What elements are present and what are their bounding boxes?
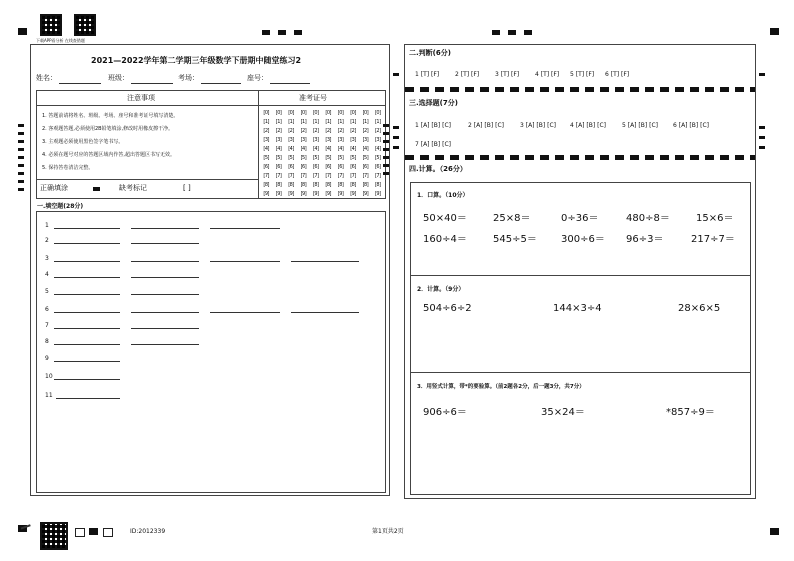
answer-blank[interactable]	[131, 243, 199, 244]
exam-id-digit-option[interactable]: [5]	[288, 155, 294, 161]
exam-id-digit-option[interactable]: [3]	[374, 137, 381, 143]
top-mark	[524, 30, 532, 35]
answer-blank[interactable]	[54, 261, 120, 262]
timing-mark	[393, 146, 399, 149]
answer-blank[interactable]	[56, 398, 120, 399]
exam-id-digit-option[interactable]: [4]	[275, 146, 282, 152]
exam-id-digit-option[interactable]: [6]	[312, 164, 319, 170]
seat-field[interactable]	[270, 83, 310, 84]
footer-box	[75, 528, 85, 537]
q-number: 1	[45, 222, 49, 229]
vertical-calc-question: *857÷9＝	[666, 407, 715, 418]
timing-mark	[759, 146, 765, 149]
note-item: 4. 必须在题号对应的答题区域内作答,超出答题区书写无效。	[42, 152, 175, 158]
exam-id-digit-option[interactable]: [5]	[362, 155, 369, 161]
page-title: 2021—2022学年第二学期三年级数学下册期中随堂练习2	[91, 56, 302, 65]
q-number: 2	[45, 237, 49, 244]
answer-blank[interactable]	[131, 277, 199, 278]
answer-blank[interactable]	[291, 261, 359, 262]
exam-id-digit-option[interactable]: [0]	[275, 110, 282, 116]
oral-question: 15×6＝	[696, 213, 734, 224]
choice-option[interactable]: 6 [A] [B] [C]	[673, 122, 709, 129]
answer-blank[interactable]	[54, 328, 120, 329]
corner-mark-tl	[18, 28, 27, 35]
calc-question: 504÷6÷2	[423, 303, 472, 314]
exam-id-digit-option[interactable]: [4]	[337, 146, 344, 152]
q-number: 4	[45, 271, 49, 278]
answer-blank[interactable]	[54, 379, 120, 380]
exam-id-digit-option[interactable]: [7]	[325, 173, 331, 179]
answer-blank[interactable]	[131, 228, 199, 229]
exam-id-digit-option[interactable]: [7]	[288, 173, 294, 179]
exam-id-digit-option[interactable]: [6]	[288, 164, 294, 170]
exam-id-digit-option[interactable]: [3]	[325, 137, 331, 143]
exam-id-digit-option[interactable]: [2]	[288, 128, 294, 134]
exam-id-digit-option[interactable]: [0]	[312, 110, 319, 116]
subsection-divider	[411, 372, 750, 373]
exam-id-digit-option[interactable]: [4]	[350, 146, 356, 152]
exam-id-digit-option[interactable]: [0]	[337, 110, 344, 116]
q3-title: 3．用竖式计算，带*的要验算。（前2题各2分，后一题3分，共7分）	[417, 384, 585, 390]
exam-id-digit-option[interactable]: [2]	[275, 128, 282, 134]
exam-id-digit-option[interactable]: [2]	[263, 128, 269, 134]
exam-id-digit-option[interactable]: [1]	[275, 119, 282, 125]
exam-id-digit-option[interactable]: [0]	[374, 110, 381, 116]
section4-box	[410, 182, 751, 495]
exam-id-digit-option[interactable]: [3]	[312, 137, 319, 143]
calc-question: 144×3÷4	[553, 303, 602, 314]
corner-mark-br	[770, 528, 779, 535]
notes-divider	[258, 91, 259, 198]
exam-id-digit-option[interactable]: [2]	[374, 128, 381, 134]
exam-id-digit-option[interactable]: [4]	[312, 146, 319, 152]
note-item: 5. 保持答卷清洁完整。	[42, 165, 94, 171]
q-number: 3	[45, 255, 49, 262]
answer-blank[interactable]	[54, 277, 120, 278]
timing-mark	[759, 136, 765, 139]
exam-id-digit-option[interactable]: [8]	[350, 182, 356, 188]
absent-checkbox[interactable]: [ ]	[183, 184, 191, 192]
exam-id-digit-option[interactable]: [1]	[263, 119, 269, 125]
q-number: 6	[45, 306, 49, 313]
exam-id-digit-option[interactable]: [6]	[300, 164, 307, 170]
fill-rule	[37, 179, 258, 180]
exam-id-digit-option[interactable]: [0]	[263, 110, 269, 116]
exam-id-digit-option[interactable]: [5]	[374, 155, 381, 161]
note-item: 2. 客观题答题,必须使用2B铅笔填涂,修改时用橡皮擦干净。	[42, 126, 174, 132]
timing-mark	[383, 140, 389, 143]
oral-question: 25×8＝	[493, 213, 531, 224]
exam-id-digit-option[interactable]: [5]	[263, 155, 269, 161]
timing-mark	[18, 156, 24, 159]
notes-heading: 注意事项	[127, 94, 155, 102]
vertical-calc-question: 906÷6＝	[423, 407, 467, 418]
note-item: 3. 主观题必须使用黑色签字笔书写。	[42, 139, 124, 145]
exam-id-digit-option[interactable]: [0]	[362, 110, 369, 116]
exam-id-digit-option[interactable]: [1]	[362, 119, 369, 125]
timing-mark	[383, 164, 389, 167]
left-answer-panel	[30, 44, 390, 496]
section3-title: 三.选择题(7分)	[409, 99, 458, 107]
exam-id-digit-option[interactable]: [8]	[325, 182, 331, 188]
exam-id-digit-option[interactable]: [0]	[325, 110, 331, 116]
exam-id-digit-option[interactable]: [1]	[300, 119, 307, 125]
judge-option[interactable]: 3 [T] [F]	[495, 71, 520, 78]
answer-blank[interactable]	[210, 261, 280, 262]
exam-id-digit-option[interactable]: [2]	[337, 128, 344, 134]
exam-id-digit-option[interactable]: [8]	[275, 182, 282, 188]
seat-label: 座号：	[247, 74, 268, 82]
name-label: 姓名：	[36, 74, 57, 82]
qr-caption: 下载APP看分析 在线查错题	[36, 38, 85, 43]
exam-id-digit-option[interactable]: [3]	[275, 137, 282, 143]
timing-mark	[18, 148, 24, 151]
choice-option[interactable]: 5 [A] [B] [C]	[622, 122, 658, 129]
exam-id-digit-option[interactable]: [5]	[325, 155, 331, 161]
exam-id-digit-option[interactable]: [8]	[312, 182, 319, 188]
filled-mark-sample	[93, 187, 100, 191]
exam-id-digit-option[interactable]: [1]	[288, 119, 294, 125]
answer-blank[interactable]	[54, 344, 120, 345]
corner-mark-tr	[770, 28, 779, 35]
judge-option[interactable]: 2 [T] [F]	[455, 71, 480, 78]
q-number: 5	[45, 288, 49, 295]
q-number: 8	[45, 338, 49, 345]
exam-id-digit-option[interactable]: [9]	[263, 191, 269, 197]
page-number: 第1页共2页	[372, 528, 404, 535]
top-mark	[492, 30, 500, 35]
exam-id-digit-option[interactable]: [7]	[263, 173, 269, 179]
section-separator	[405, 87, 755, 92]
right-answer-panel	[404, 44, 756, 499]
exam-id-digit-option[interactable]: [0]	[350, 110, 356, 116]
judge-option[interactable]: 6 [T] [F]	[605, 71, 630, 78]
timing-mark	[383, 132, 389, 135]
timing-mark	[383, 124, 389, 127]
answer-blank[interactable]	[54, 312, 120, 313]
q-number: 7	[45, 322, 49, 329]
qr-code-icon	[40, 522, 68, 550]
exam-id-digit-option[interactable]: [9]	[337, 191, 344, 197]
oral-question: 96÷3＝	[626, 234, 664, 245]
top-mark	[262, 30, 270, 35]
answer-blank[interactable]	[54, 228, 120, 229]
oral-question: 300÷6＝	[561, 234, 605, 245]
answer-blank[interactable]	[131, 328, 199, 329]
timing-mark	[383, 172, 389, 175]
exam-id-digit-option[interactable]: [4]	[325, 146, 331, 152]
exam-id-digit-option[interactable]: [3]	[263, 137, 269, 143]
oral-question: 160÷4＝	[423, 234, 467, 245]
exam-id-digit-option[interactable]: [2]	[312, 128, 319, 134]
timing-mark	[18, 188, 24, 191]
judge-option[interactable]: 1 [T] [F]	[415, 71, 440, 78]
note-item: 1. 答题前请将姓名、班级、考场、座号和准考证号填写清楚。	[42, 113, 179, 119]
exam-id-digit-option[interactable]: [1]	[312, 119, 319, 125]
oral-question: 0÷36＝	[561, 213, 599, 224]
oral-question: 217÷7＝	[691, 234, 735, 245]
top-mark	[294, 30, 302, 35]
name-field[interactable]	[59, 83, 101, 84]
exam-id-digit-option[interactable]: [8]	[263, 182, 269, 188]
timing-mark	[18, 164, 24, 167]
footer-box	[103, 528, 113, 537]
choice-option[interactable]: 7 [A] [B] [C]	[415, 141, 451, 148]
class-field[interactable]	[131, 83, 173, 84]
exam-id-digit-option[interactable]: [2]	[362, 128, 369, 134]
timing-mark	[393, 136, 399, 139]
oral-question: 480÷8＝	[626, 213, 670, 224]
answer-blank[interactable]	[210, 312, 280, 313]
exam-id-digit-option[interactable]: [9]	[350, 191, 356, 197]
exam-id-digit-option[interactable]: [6]	[263, 164, 269, 170]
vertical-calc-question: 35×24＝	[541, 407, 585, 418]
subsection-divider	[411, 275, 750, 276]
exam-id-digit-option[interactable]: [5]	[275, 155, 282, 161]
room-field[interactable]	[201, 83, 241, 84]
exam-id-digit-option[interactable]: [1]	[337, 119, 344, 125]
exam-id-digit-option[interactable]: [7]	[300, 173, 307, 179]
exam-id-digit-option[interactable]: [6]	[350, 164, 356, 170]
exam-id-digit-option[interactable]: [2]	[350, 128, 356, 134]
section4-title: 四.计算。（26分）	[409, 165, 467, 173]
answer-blank[interactable]	[131, 294, 199, 295]
section2-title: 二.判断(6分)	[409, 49, 451, 57]
exam-id-digit-option[interactable]: [0]	[288, 110, 294, 116]
footer-block	[89, 528, 98, 535]
exam-id-digit-option[interactable]: [1]	[374, 119, 381, 125]
choice-option[interactable]: 2 [A] [B] [C]	[468, 122, 504, 129]
fill-label: 正确填涂	[40, 184, 68, 192]
timing-mark	[383, 156, 389, 159]
q2-title: 2．计算。（9分）	[417, 286, 465, 293]
exam-id-digit-option[interactable]: [2]	[300, 128, 307, 134]
exam-id-digit-option[interactable]: [9]	[362, 191, 369, 197]
exam-id-digit-option[interactable]: [4]	[263, 146, 269, 152]
q-number: 10	[45, 373, 53, 380]
exam-id-heading: 准考证号	[299, 94, 327, 102]
pen-icon	[19, 520, 30, 529]
timing-mark	[759, 126, 765, 129]
timing-mark	[759, 73, 765, 76]
exam-id-digit-option[interactable]: [1]	[350, 119, 356, 125]
exam-id-digit-option[interactable]: [9]	[312, 191, 319, 197]
timing-mark	[393, 73, 399, 76]
exam-id-digit-option[interactable]: [9]	[374, 191, 381, 197]
answer-blank[interactable]	[291, 312, 359, 313]
qr-code-icon	[74, 14, 96, 36]
judge-option[interactable]: 4 [T] [F]	[535, 71, 560, 78]
timing-mark	[393, 126, 399, 129]
section-separator	[405, 155, 755, 160]
class-label: 班级：	[108, 74, 129, 82]
q-number: 9	[45, 355, 49, 362]
exam-id-digit-option[interactable]: [9]	[275, 191, 282, 197]
top-mark	[508, 30, 516, 35]
exam-id-digit-option[interactable]: [3]	[337, 137, 344, 143]
exam-id-digit-option[interactable]: [5]	[337, 155, 344, 161]
exam-id-digit-option[interactable]: [3]	[300, 137, 307, 143]
exam-id-digit-option[interactable]: [8]	[288, 182, 294, 188]
answer-blank[interactable]	[210, 228, 280, 229]
timing-mark	[18, 132, 24, 135]
answer-blank[interactable]	[131, 312, 199, 313]
exam-id-digit-option[interactable]: [7]	[374, 173, 381, 179]
section1-box	[36, 211, 386, 493]
timing-mark	[18, 124, 24, 127]
choice-option[interactable]: 1 [A] [B] [C]	[415, 122, 451, 129]
exam-id-digit-option[interactable]: [7]	[350, 173, 356, 179]
exam-id-digit-option[interactable]: [4]	[374, 146, 381, 152]
exam-id-digit-option[interactable]: [7]	[337, 173, 344, 179]
answer-blank[interactable]	[131, 261, 199, 262]
exam-id-digit-option[interactable]: [3]	[350, 137, 356, 143]
judge-option[interactable]: 5 [T] [F]	[570, 71, 595, 78]
exam-id-digit-option[interactable]: [5]	[300, 155, 307, 161]
absent-label: 缺考标记	[119, 184, 147, 192]
timing-mark	[18, 140, 24, 143]
answer-blank[interactable]	[54, 361, 120, 362]
calc-question: 28×6×5	[678, 303, 721, 314]
answer-blank[interactable]	[54, 294, 120, 295]
notes-box	[36, 90, 386, 199]
exam-id-digit-option[interactable]: [8]	[362, 182, 369, 188]
choice-option[interactable]: 4 [A] [B] [C]	[570, 122, 606, 129]
answer-blank[interactable]	[54, 243, 120, 244]
exam-id-digit-option[interactable]: [4]	[362, 146, 369, 152]
exam-id-digit-option[interactable]: [8]	[374, 182, 381, 188]
qr-code-icon	[40, 14, 62, 36]
exam-id-digit-option[interactable]: [7]	[312, 173, 319, 179]
exam-id-digit-option[interactable]: [3]	[288, 137, 294, 143]
exam-id-digit-option[interactable]: [7]	[362, 173, 369, 179]
exam-id-digit-option[interactable]: [0]	[300, 110, 307, 116]
notes-heading-rule	[37, 105, 385, 106]
q-number: 11	[45, 392, 53, 399]
exam-id-digit-option[interactable]: [6]	[325, 164, 331, 170]
choice-option[interactable]: 3 [A] [B] [C]	[520, 122, 556, 129]
exam-id-digit-option[interactable]: [9]	[300, 191, 307, 197]
exam-id-digit-option[interactable]: [6]	[275, 164, 282, 170]
exam-id-digit-option[interactable]: [8]	[300, 182, 307, 188]
exam-id-grid[interactable]	[260, 109, 384, 199]
section1-title: 一.填空题(28分)	[37, 203, 84, 210]
q1-title: 1．口算。（10分）	[417, 192, 469, 199]
exam-id-digit-option[interactable]: [9]	[288, 191, 294, 197]
timing-mark	[18, 172, 24, 175]
top-mark	[278, 30, 286, 35]
oral-question: 545÷5＝	[493, 234, 537, 245]
exam-id-digit-option[interactable]: [4]	[288, 146, 294, 152]
exam-id-digit-option[interactable]: [6]	[362, 164, 369, 170]
exam-id-digit-option[interactable]: [8]	[337, 182, 344, 188]
exam-id-digit-option[interactable]: [5]	[312, 155, 319, 161]
exam-id-digit-option[interactable]: [6]	[374, 164, 381, 170]
answer-blank[interactable]	[131, 344, 199, 345]
exam-id-digit-option[interactable]: [3]	[362, 137, 369, 143]
exam-id-digit-option[interactable]: [6]	[337, 164, 344, 170]
timing-mark	[383, 148, 389, 151]
footer-id: ID:2012339	[130, 528, 166, 535]
exam-id-digit-option[interactable]: [7]	[275, 173, 282, 179]
exam-id-digit-option[interactable]: [1]	[325, 119, 331, 125]
room-label: 考场：	[178, 74, 199, 82]
exam-id-digit-option[interactable]: [9]	[325, 191, 331, 197]
oral-question: 50×40＝	[423, 213, 467, 224]
exam-id-digit-option[interactable]: [2]	[325, 128, 331, 134]
exam-id-digit-option[interactable]: [5]	[350, 155, 356, 161]
exam-id-digit-option[interactable]: [4]	[300, 146, 307, 152]
timing-mark	[18, 180, 24, 183]
